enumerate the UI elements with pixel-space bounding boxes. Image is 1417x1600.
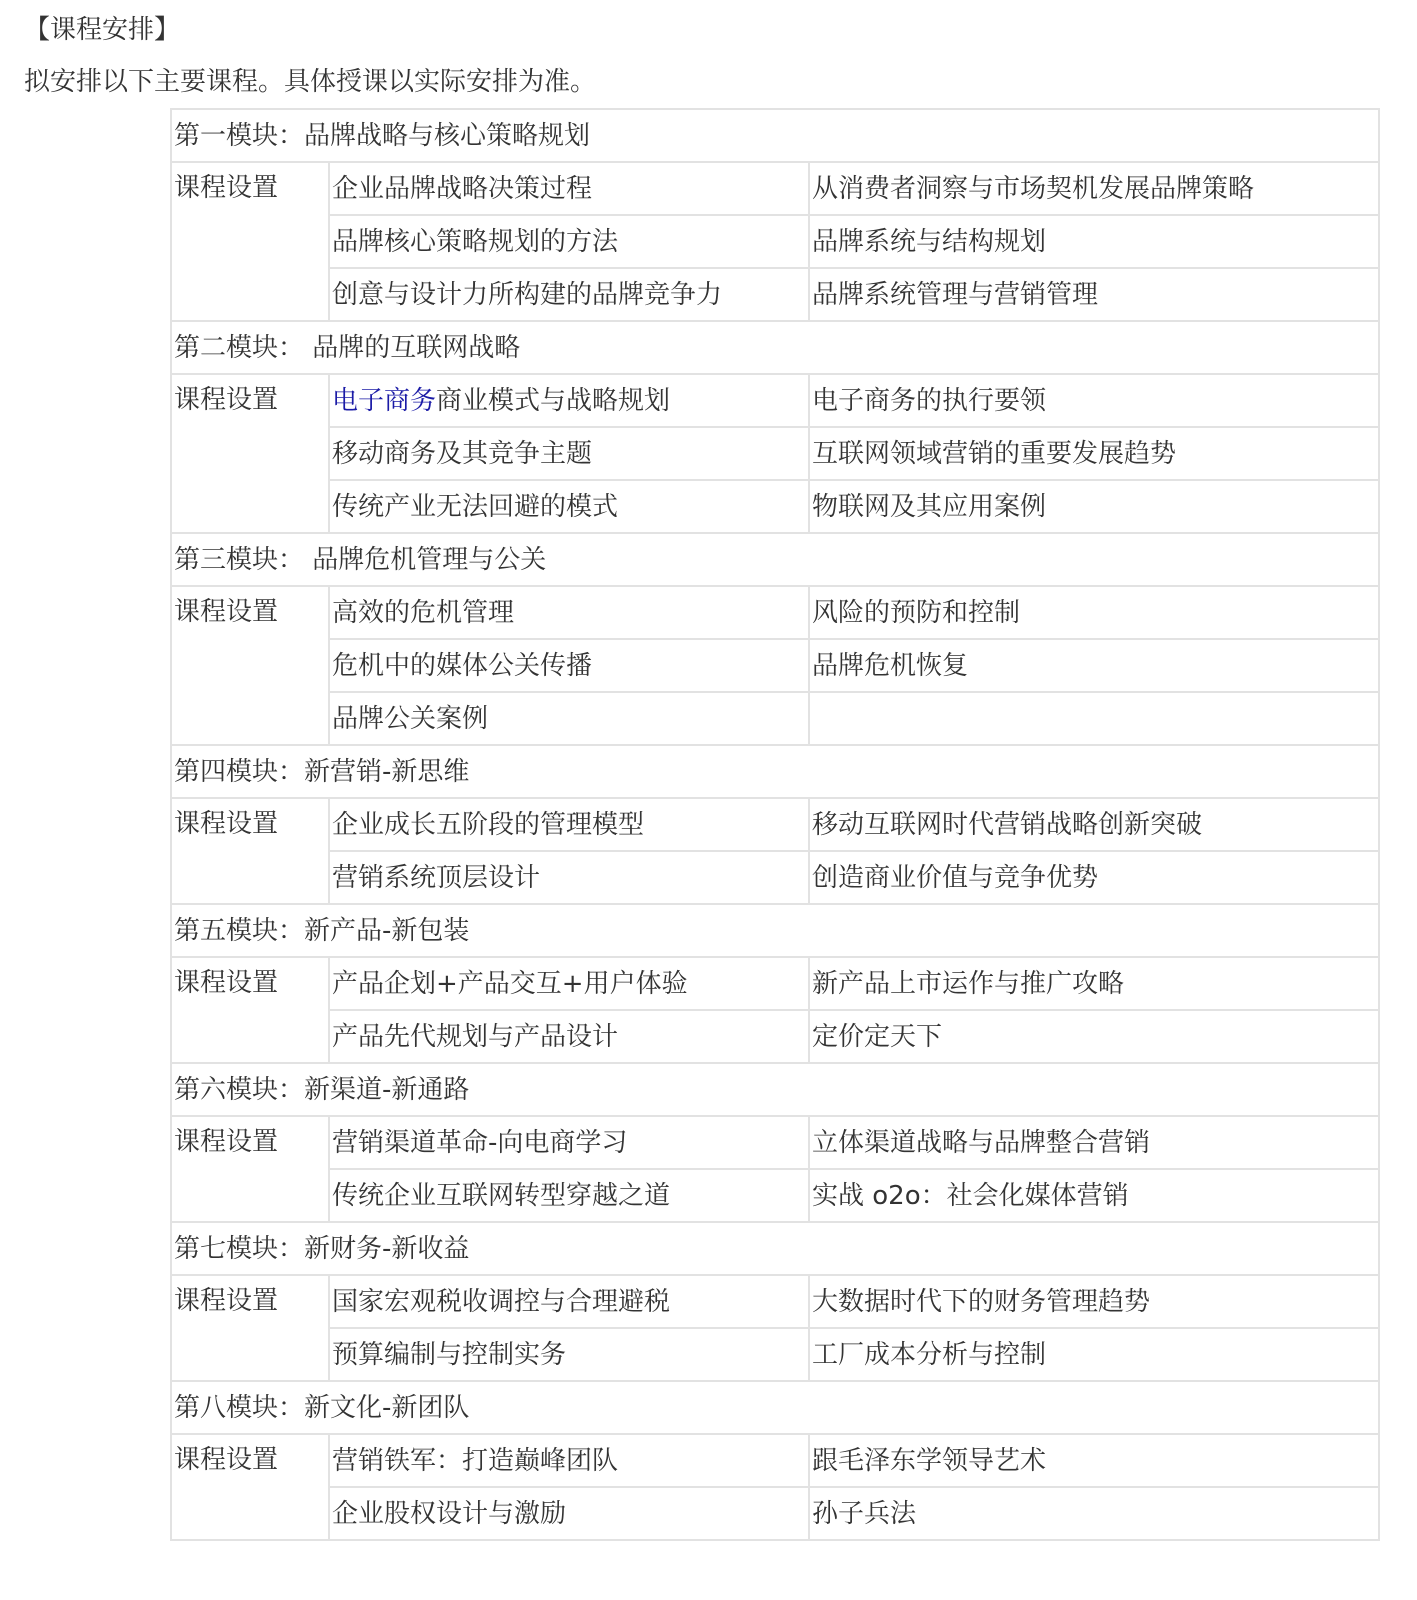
module-title-row [171, 321, 1379, 374]
course-cell: 跟毛泽东学领导艺术 [809, 1434, 1379, 1487]
course-cell: 风险的预防和控制 [809, 586, 1379, 639]
course-label: 课程设置 [171, 957, 329, 1063]
course-cell: 创造商业价值与竞争优势 [809, 851, 1379, 904]
module-title-row [171, 904, 1379, 957]
course-cell: 孙子兵法 [809, 1487, 1379, 1540]
course-cell: 电子商务的执行要领 [809, 374, 1379, 427]
course-label: 课程设置 [171, 586, 329, 745]
table-row [171, 1434, 1379, 1487]
course-cell: 企业品牌战略决策过程 [329, 162, 809, 215]
table-row [171, 692, 1379, 745]
course-label: 课程设置 [171, 374, 329, 533]
ecommerce-link[interactable]: 电子商务 [332, 385, 437, 416]
course-label: 课程设置 [171, 162, 329, 321]
course-cell: 品牌系统与结构规划 [809, 215, 1379, 268]
module-title-row [171, 1222, 1379, 1275]
table-row [171, 374, 1379, 427]
module-title-row [171, 109, 1379, 162]
course-cell [809, 692, 1379, 745]
course-cell: 品牌公关案例 [329, 692, 809, 745]
course-label: 课程设置 [171, 1275, 329, 1381]
section-heading: 【课程安排】 [24, 15, 181, 45]
course-cell: 企业成长五阶段的管理模型 [329, 798, 809, 851]
table-row [171, 427, 1379, 480]
course-cell: 实战 o2o：社会化媒体营销 [809, 1169, 1379, 1222]
module-title: 第二模块： 品牌的互联网战略 [171, 321, 1379, 374]
course-cell: 危机中的媒体公关传播 [329, 639, 809, 692]
table-row [171, 480, 1379, 533]
course-cell: 物联网及其应用案例 [809, 480, 1379, 533]
table-row [171, 851, 1379, 904]
course-cell: 互联网领域营销的重要发展趋势 [809, 427, 1379, 480]
table-row [171, 268, 1379, 321]
course-cell: 新产品上市运作与推广攻略 [809, 957, 1379, 1010]
course-cell: 移动互联网时代营销战略创新突破 [809, 798, 1379, 851]
course-label: 课程设置 [171, 1434, 329, 1540]
table-row [171, 162, 1379, 215]
course-table [170, 108, 1380, 1541]
course-cell: 品牌核心策略规划的方法 [329, 215, 809, 268]
course-cell: 传统企业互联网转型穿越之道 [329, 1169, 809, 1222]
course-cell: 创意与设计力所构建的品牌竞争力 [329, 268, 809, 321]
table-row [171, 1275, 1379, 1328]
table-row [171, 215, 1379, 268]
course-cell: 定价定天下 [809, 1010, 1379, 1063]
course-cell: 高效的危机管理 [329, 586, 809, 639]
table-row [171, 1010, 1379, 1063]
module-title: 第四模块：新营销-新思维 [171, 745, 1379, 798]
course-cell-text: 商业模式与战略规划 [436, 385, 671, 416]
table-row [171, 1487, 1379, 1540]
table-row [171, 957, 1379, 1010]
course-cell: 营销铁军：打造巅峰团队 [329, 1434, 809, 1487]
course-cell: 大数据时代下的财务管理趋势 [809, 1275, 1379, 1328]
module-title-row [171, 1063, 1379, 1116]
course-cell: 从消费者洞察与市场契机发展品牌策略 [809, 162, 1379, 215]
module-title: 第一模块：品牌战略与核心策略规划 [171, 109, 1379, 162]
course-cell [329, 374, 809, 427]
module-title: 第六模块：新渠道-新通路 [171, 1063, 1379, 1116]
table-row [171, 1116, 1379, 1169]
table-row [171, 1328, 1379, 1381]
course-cell: 营销渠道革命-向电商学习 [329, 1116, 809, 1169]
module-title: 第五模块：新产品-新包装 [171, 904, 1379, 957]
course-cell: 营销系统顶层设计 [329, 851, 809, 904]
course-cell: 产品先代规划与产品设计 [329, 1010, 809, 1063]
course-cell: 预算编制与控制实务 [329, 1328, 809, 1381]
course-cell: 立体渠道战略与品牌整合营销 [809, 1116, 1379, 1169]
course-cell: 企业股权设计与激励 [329, 1487, 809, 1540]
module-title: 第八模块：新文化-新团队 [171, 1381, 1379, 1434]
course-label: 课程设置 [171, 1116, 329, 1222]
table-row [171, 798, 1379, 851]
course-cell: 品牌危机恢复 [809, 639, 1379, 692]
module-title-row [171, 745, 1379, 798]
module-title: 第七模块：新财务-新收益 [171, 1222, 1379, 1275]
table-row [171, 1169, 1379, 1222]
course-cell: 国家宏观税收调控与合理避税 [329, 1275, 809, 1328]
course-cell: 工厂成本分析与控制 [809, 1328, 1379, 1381]
course-cell: 品牌系统管理与营销管理 [809, 268, 1379, 321]
course-cell: 移动商务及其竞争主题 [329, 427, 809, 480]
module-title: 第三模块： 品牌危机管理与公关 [171, 533, 1379, 586]
course-label: 课程设置 [171, 798, 329, 904]
module-title-row [171, 1381, 1379, 1434]
course-cell: 产品企划+产品交互+用户体验 [329, 957, 809, 1010]
table-row [171, 586, 1379, 639]
intro-text: 拟安排以下主要课程。具体授课以实际安排为准。 [24, 67, 597, 97]
table-row [171, 639, 1379, 692]
course-cell: 传统产业无法回避的模式 [329, 480, 809, 533]
module-title-row [171, 533, 1379, 586]
